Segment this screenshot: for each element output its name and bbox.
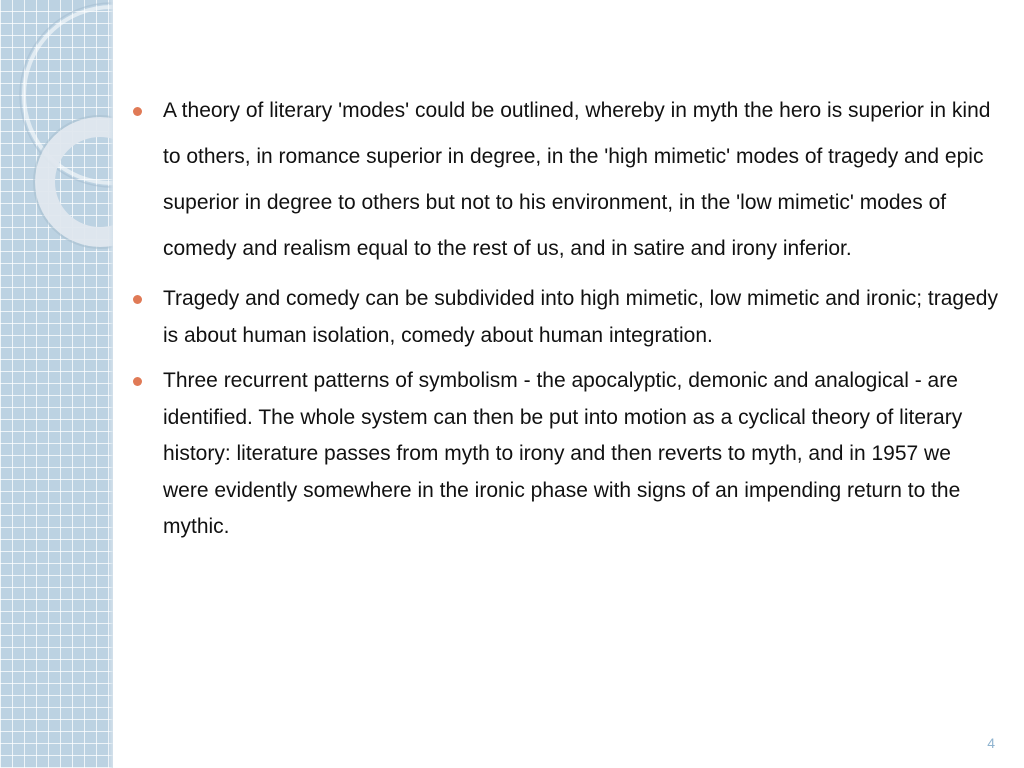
bullet-dot-icon: [133, 377, 142, 386]
bullet-list: [128, 88, 998, 546]
bullet-item: [128, 281, 998, 354]
decorative-circles-graphic: [0, 0, 113, 768]
bullet-dot-icon: [133, 107, 142, 116]
bullet-item: [128, 363, 998, 546]
bullet-text: A theory of literary 'modes' could be outlined, whereby in myth the hero is superior in kind to others, in romance superior in degree, in the 'high mimetic' modes of tragedy and epic superior in degree to others but not to his environment, in the 'low mimetic' modes of comedy and realism equal to the rest of us, and in satire and irony inferior.: [163, 99, 991, 260]
bullet-dot-icon: [133, 295, 142, 304]
slide-number: 4: [987, 735, 995, 751]
bullet-item: [128, 88, 998, 272]
decorative-side-panel: [0, 0, 113, 768]
bullet-text: Tragedy and comedy can be subdivided into high mimetic, low mimetic and ironic; tragedy is about human isolation, comedy about human integration.: [163, 287, 998, 347]
slide-content: [128, 88, 998, 555]
bullet-text: Three recurrent patterns of symbolism - the apocalyptic, demonic and analogical - are identified. The whole system can then be put into motion as a cyclical theory of literary history: literature passes from myth to irony and then reverts to myth, and in 1957 we were evidently somewhere in the ironic phase with signs of an impending return to the mythic.: [163, 369, 963, 538]
